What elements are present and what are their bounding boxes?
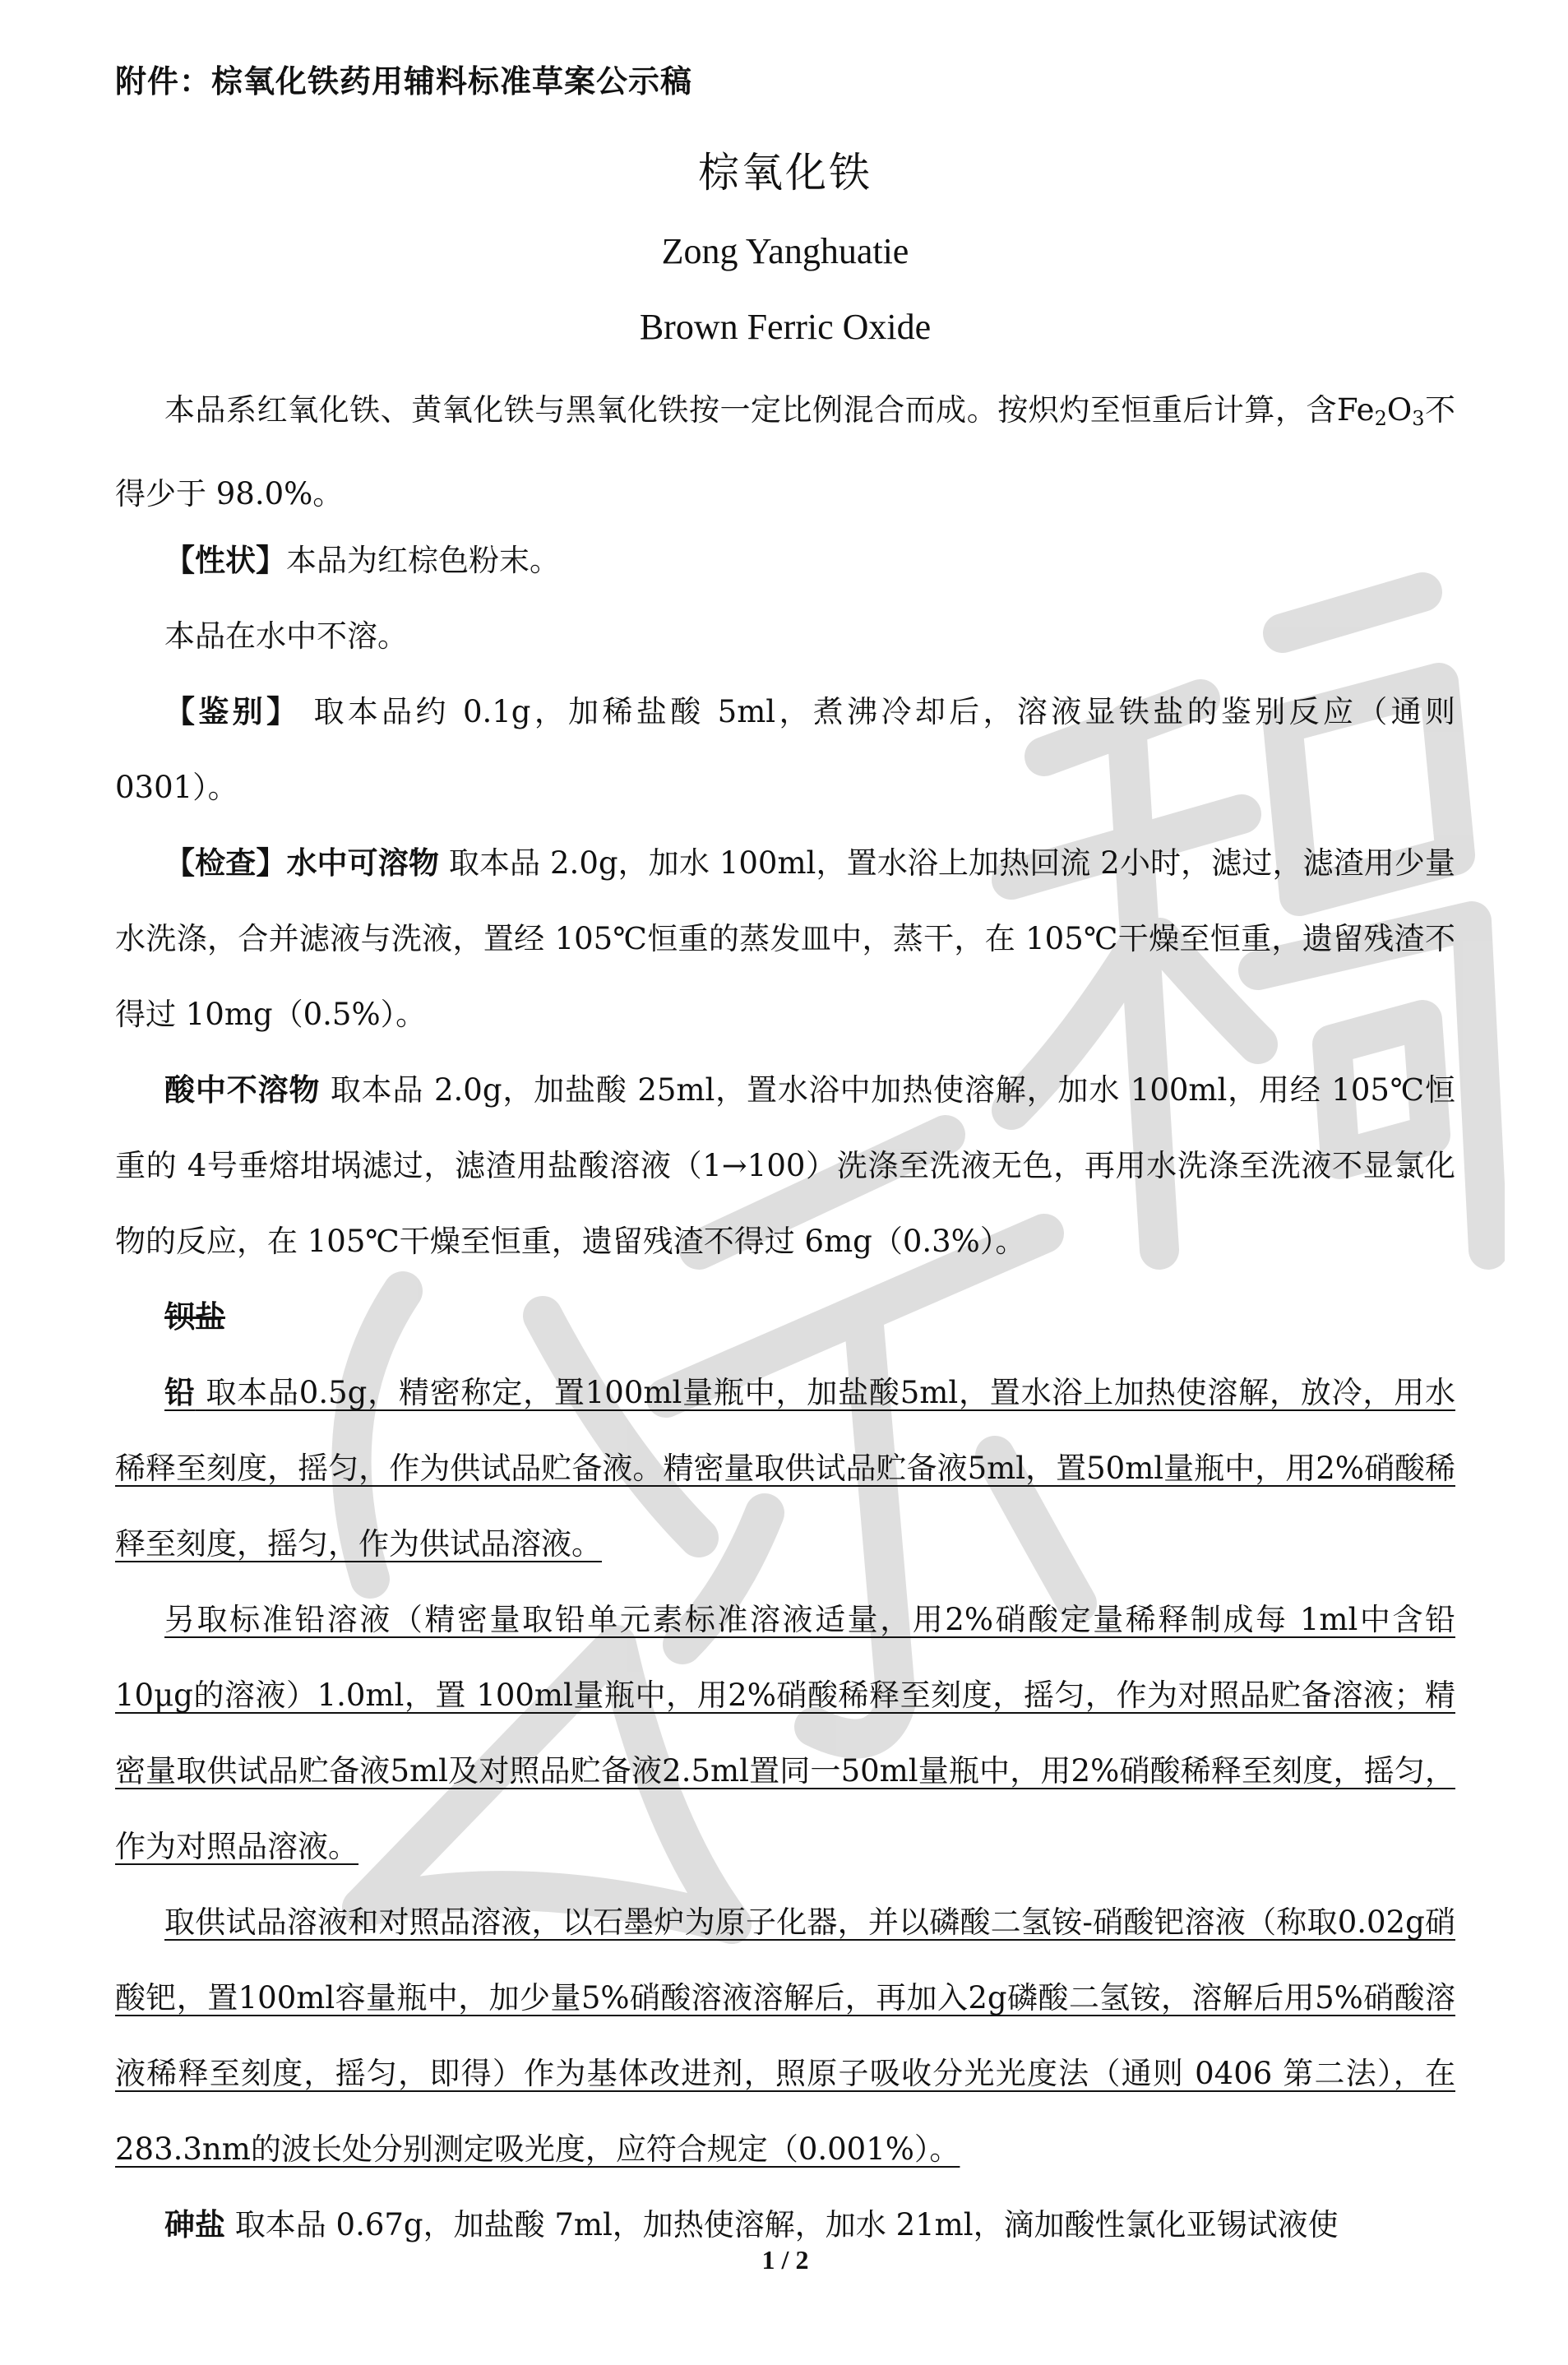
attachment-heading: 附件：棕氧化铁药用辅料标准草案公示稿 (115, 63, 693, 100)
barium-label-struck: 钡盐 (164, 1299, 225, 1335)
intro-text: 本品系红氧化铁、黄氧化铁与黑氧化铁按一定比例混合而成。按炽灼至恒重后计算，含 (164, 392, 1338, 428)
water-soluble-text: 取本品 2.0g，加水 100ml，置水浴上加热回流 2小时，滤过，滤渣用少量水洗涤，合并滤液与洗液，置经 105℃恒重的蒸发皿中，蒸干，在 105℃干燥至恒重，遗留残渣不得过 10mg（0.5%）。 (115, 845, 1456, 1032)
intro-text-end: 不得少于 98.0%。 (115, 392, 1456, 511)
formula-sub-3: 3 (1412, 407, 1425, 430)
lead-text-2: 另取标准铅溶液（精密量取铅单元素标准溶液适量，用2%硝酸定量稀释制成每 1ml中含铅 10μg的溶液）1.0ml，置 100ml量瓶中，用2%硝酸稀释至刻度，摇匀，作为对照品贮备溶液；精密量取供试品贮备液5ml及对照品贮备液2.5ml置同一50ml量瓶中，用2%硝酸稀释至刻度，摇匀，作为对照品溶液。 (115, 1602, 1455, 1864)
formula-sub-2: 2 (1374, 407, 1387, 430)
lead-label: 铅 (164, 1375, 196, 1410)
lead-paragraph-2 (115, 1582, 1455, 1885)
intro-paragraph (115, 373, 1455, 532)
water-soluble-paragraph (115, 826, 1455, 1053)
lead-text-1: 取本品0.5g，精密称定，置100ml量瓶中，加盐酸5ml，置水浴上加热使溶解，放冷，用水稀释至刻度，摇匀，作为供试品贮备液。精密量取供试品贮备液5ml，置50ml量瓶中，用2%硝酸稀释至刻度，摇匀，作为供试品溶液。 (115, 1375, 1455, 1562)
solubility-paragraph (115, 599, 1455, 674)
arsenic-label: 砷盐 (164, 2207, 225, 2242)
identification-label: 【鉴别】 (164, 694, 301, 729)
lead-text-3: 取供试品溶液和对照品溶液，以石墨炉为原子化器，并以磷酸二氢铵-硝酸钯溶液（称取0.02g硝酸钯，置100ml容量瓶中，加少量5%硝酸溶液溶解后，再加入2g磷酸二氢铵，溶解后用5%硝酸溶液稀释至刻度，摇匀，即得）作为基体改进剂，照原子吸收分光光度法（通则 0406 第二法），在 283.3nm的波长处分别测定吸光度，应符合规定（0.001%）。 (115, 1904, 1455, 2167)
properties-label: 【性状】 (164, 543, 286, 578)
arsenic-text: 取本品 0.67g，加盐酸 7ml，加热使溶解，加水 21ml，滴加酸性氯化亚锡试液使 (225, 2207, 1339, 2242)
water-soluble-label: 水中可溶物 (286, 845, 439, 881)
formula-fe: Fe (1337, 392, 1375, 428)
inspection-label: 【检查】 (164, 845, 287, 881)
properties-text: 本品为红棕色粉末。 (286, 543, 560, 578)
identification-paragraph (115, 674, 1455, 826)
page-number: 1 / 2 (761, 2245, 809, 2275)
acid-insoluble-label: 酸中不溶物 (164, 1072, 321, 1108)
title-pinyin: Zong Yanghuatie (661, 231, 909, 271)
properties-paragraph (115, 523, 1455, 599)
title-english: Brown Ferric Oxide (639, 307, 932, 347)
acid-insoluble-paragraph (115, 1053, 1455, 1280)
lead-paragraph-3 (115, 1885, 1455, 2187)
document-title: 棕氧化铁 (698, 149, 872, 197)
lead-paragraph-1 (115, 1355, 1455, 1582)
identification-text: 取本品约 0.1g，加稀盐酸 5ml，煮沸冷却后，溶液显铁盐的鉴别反应（通则 0301）。 (115, 694, 1455, 805)
barium-paragraph (115, 1280, 1455, 1355)
acid-insoluble-text: 取本品 2.0g，加盐酸 25ml，置水浴中加热使溶解，加水 100ml，用经 105℃恒重的 4号垂熔坩埚滤过，滤渣用盐酸溶液（1→100）洗涤至洗液无色，再用水洗涤至洗液不显氯化物的反应，在 105℃干燥至恒重，遗留残渣不得过 6mg（0.3%）。 (115, 1072, 1456, 1259)
solubility-text: 本品在水中不溶。 (164, 618, 408, 654)
formula-o: O (1386, 392, 1413, 428)
